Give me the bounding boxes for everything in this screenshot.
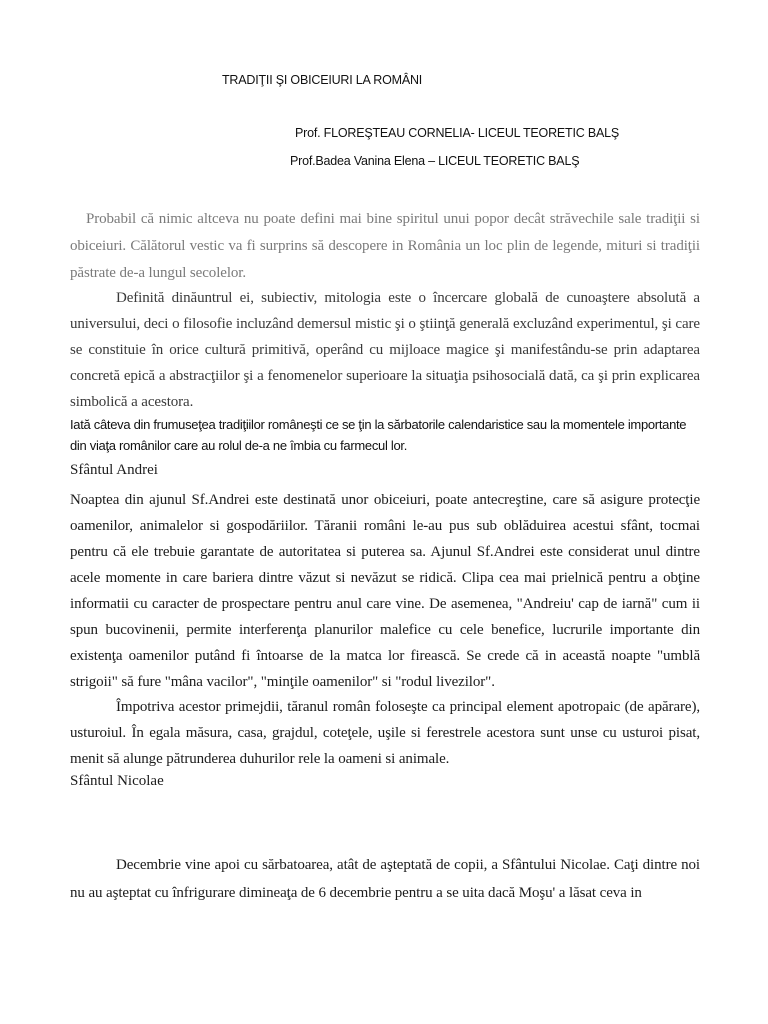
author-line-1: Prof. FLOREŞTEAU CORNELIA- LICEUL TEORETIC BALŞ (295, 126, 620, 140)
nicolae-paragraph-1: Decembrie vine apoi cu sărbatoarea, atât de aşteptată de copii, a Sfântului Nicolae. Caţi dintre noi nu au aşteptat cu înfrigurare dimineaţa de 6 decembrie pentru a se uita dacă Moşu' a lăsat ceva in (70, 857, 700, 901)
document-title: TRADIŢII ŞI OBICEIURI LA ROMÂNI (222, 73, 423, 87)
section-heading-nicolae: Sfântul Nicolae (70, 773, 164, 789)
definition-paragraph: Definită dinăuntrul ei, subiectiv, mitologia este o încercare globală de cunoaştere absolută a universului, deci o filosofie incluzând demersul mistic şi o ştiinţă generală excluzând experimentul, şi care se constituie în orice cultură primitivă, operând cu mijloace magice şi manifestându-se prin adaptarea concretă epică a abstracţiilor şi a fenomenelor superioare la situaţia psihosocială dată, ca şi prin explicarea simbolică a acestora. (70, 290, 700, 410)
intro-paragraph: Probabil că nimic altceva nu poate defini mai bine spiritul unui popor decât străvechile sale tradiţii si obiceiuri. Călătorul vestic va fi surprins să descopere in România un loc plin de legende, mituri si tradiţii păstrate de-a lungul secolelor. (70, 211, 700, 281)
author-line-2: Prof.Badea Vanina Elena – LICEUL TEORETIC BALŞ (290, 154, 580, 168)
section-heading-andrei: Sfântul Andrei (70, 462, 158, 478)
andrei-paragraph-1: Noaptea din ajunul Sf.Andrei este destinată unor obiceiuri, poate antecreştine, care să asigure protecţie oamenilor, animalelor si gospodăriilor. Tăranii români le-au pus sub oblăduirea acestui sfânt, tocmai pentru că ele trebuie garantate de autoritatea si puterea sa. Ajunul Sf.Andrei este considerat unul dintre acele momente in care bariera dintre văzut si nevăzut se ridică. Clipa cea mai prielnică pentru a obţine informatii cu caracter de prospectare pentru anul care vine. De asemenea, "Andreiu' cap de iarnă" cum ii spun bucovinenii, permite interferenţa planurilor malefice cu cele benefice, lucrurile importante din existenţa oamenilor putând fi întoarse de la matca lor firească. Se crede că in această noapte "umblă strigoii" să fure "mâna vacilor", "minţile oamenilor" si "rodul livezilor". (70, 492, 700, 690)
transition-paragraph: Iată câteva din frumuseţea tradiţiilor româneşti ce se ţin la sărbatorile calendaristice sau la momentele importante din viaţa românilor care au rolul de-a ne îmbia cu farmecul lor. (70, 417, 687, 453)
andrei-paragraph-2: Împotriva acestor primejdii, tăranul român foloseşte ca principal element apotropaic (de apărare), usturoiul. În egala măsura, casa, grajdul, coteţele, uşile si ferestrele acestora sunt unse cu usturoi pisat, menit să alunge pătrunderea duhurilor rele la oameni si animale. (70, 699, 700, 767)
